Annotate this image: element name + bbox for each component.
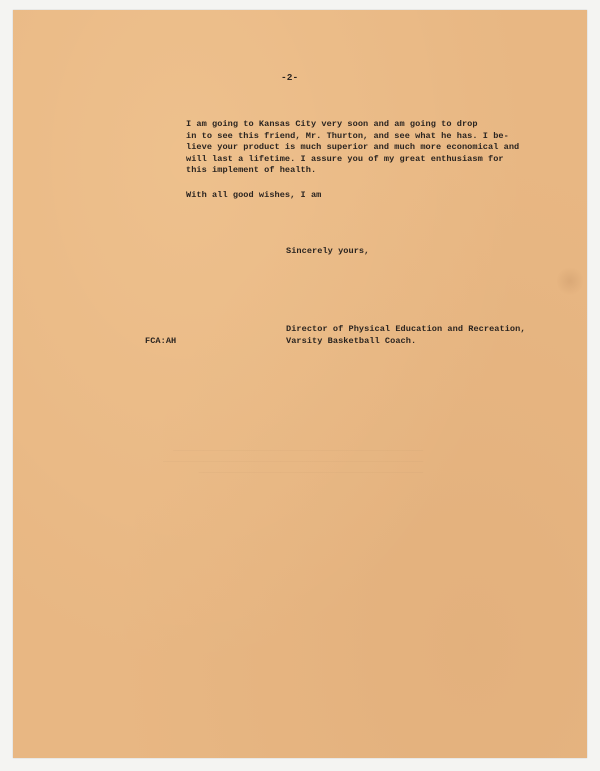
closing-paragraph: With all good wishes, I am [186,190,322,200]
signature-title-line: Director of Physical Education and Recreation, [286,324,526,334]
body-line: in to see this friend, Mr. Thurton, and see what he has. I be- [186,130,509,141]
body-line: lieve your product is much superior and much more economical and [186,142,520,152]
signature-title-line: Varsity Basketball Coach. [286,335,417,346]
page-number: -2- [281,72,299,83]
body-paragraph [186,119,519,177]
letter-page [13,10,587,758]
paper-smudge [557,266,583,296]
body-line: this implement of health. [186,165,317,175]
reference-initials: FCA:AH [145,336,177,346]
body-line: will last a lifetime. I assure you of my great enthusiasm for [186,153,504,164]
body-line: I am going to Kansas City very soon and am going to drop [186,119,478,129]
bleed-through-text: ‾‾‾‾‾‾‾‾‾‾‾‾‾‾‾‾‾‾‾‾‾‾‾‾‾‾‾‾‾‾‾‾‾‾‾‾‾‾‾‾‾‾‾‾‾‾‾‾‾ ‾‾‾‾‾‾‾‾‾‾‾‾‾‾‾‾‾‾‾‾‾‾‾‾‾‾‾‾‾‾‾‾‾‾‾‾‾‾‾‾‾‾‾‾‾‾‾‾‾‾‾ ‾‾‾‾‾‾‾‾‾‾‾‾‾‾‾‾‾‾‾‾‾‾‾‾‾‾‾‾‾‾‾‾‾‾‾‾‾‾‾‾‾‾‾‾ [163,450,424,482]
signature-block [286,324,526,347]
complimentary-close: Sincerely yours, [286,246,370,256]
